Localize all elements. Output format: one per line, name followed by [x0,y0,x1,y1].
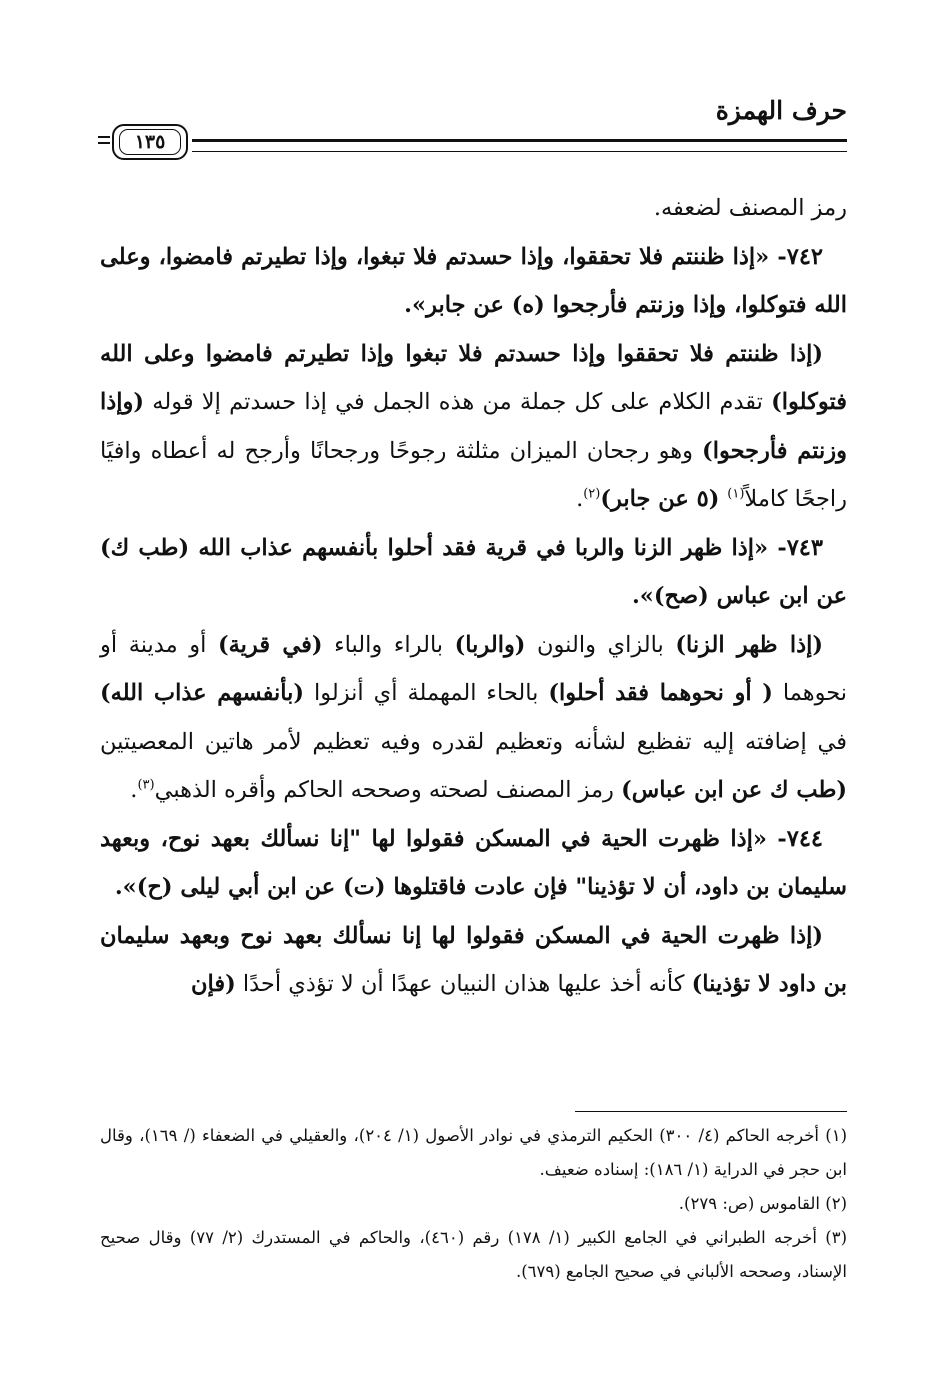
intro-end-text: رمز المصنف لضعفه. [653,195,847,221]
commentary-743-t1: بالزاي والنون [525,631,676,658]
footnote-3: (٣) أخرجه الطبراني في الجامع الكبير (١/ ١٧٨) رقم (٤٦٠)، والحاكم في المستدرك (٢/ ٧٧) وقال صحيح الإسناد، وصححه الألباني في صحيح الجامع (٦٧٩). [100,1228,847,1281]
commentary-742-text-b: وهو رجحان الميزان مثلثة رجوحًا ورجحانًا وأرجح له أعطاه وافيًا راجحًا كاملاً [100,437,847,512]
intro-end-paragraph [100,184,847,233]
hadith-743 [100,524,847,621]
commentary-742-quote-a: (إذا ظننتم فلا تحققوا وإذا حسدتم فلا تبغوا وإذا تطيرتم فامضوا وعلى الله فتوكلوا) [100,340,847,415]
hadith-744 [100,815,847,912]
commentary-743-end: . [130,777,138,803]
page-number: ١٣٥ [119,129,181,155]
commentary-743-t2: بالراء والباء [322,631,455,658]
hadith-743-number: ٧٤٣- [777,534,823,561]
commentary-743-q4: ( أو نحوهما فقد أحلوا) [548,680,773,706]
hadith-743-text: «إذا ظهر الزنا والربا في قرية فقد أحلوا بأنفسهم عذاب الله (طب ك) عن ابن عباس (صح)». [100,534,847,609]
chapter-title: حرف الهمزة [715,96,847,125]
commentary-743-q6: (طب ك عن ابن عباس) [621,777,847,803]
commentary-742-text-a: تقدم الكلام على كل جملة من هذه الجمل في إذا حسدتم إلا قوله [144,389,772,415]
hadith-742 [100,233,847,330]
footnote-ref-1: (١) [727,486,745,502]
commentary-743-t4: بالحاء المهملة أي أنزلوا [304,680,549,706]
page-number-badge [112,124,188,160]
footnote-2: (٢) القاموس (ص: ٢٧٩). [678,1194,847,1213]
commentary-743-q3: (في قرية) [217,631,323,658]
hadith-742-text: «إذا ظننتم فلا تحققوا، وإذا حسدتم فلا تبغوا، وإذا تطيرتم فامضوا، وعلى الله فتوكلوا، وإذا وزنتم فأرجحوا (ه) عن جابر». [100,243,847,318]
commentary-742-quote-c: (٥ عن جابر) [600,486,728,512]
commentary-742-end: . [576,486,584,512]
commentary-743-t6: رمز المصنف لصحته وصححه الحاكم وأقره الذهبي [154,777,622,803]
commentary-743-t5: في إضافته إليه تفظيع لشأنه وتعظيم لقدره وفيه تعظيم لأمر هاتين المعصيتين [100,728,847,755]
commentary-743-q1: (إذا ظهر الزنا) [675,631,824,658]
commentary-744-q2: (فإن [190,971,236,997]
commentary-744-q1: (إذا ظهرت الحية في المسكن فقولوا لها إنا نسألك بعهد نوح وبعهد سليمان بن داود لا تؤذينا) [100,922,847,997]
main-text [100,184,847,1009]
footnote-ref-2: (٢) [583,486,601,502]
commentary-744 [100,912,847,1009]
commentary-743-t3: أو مدينة أو نحوهما [100,631,847,706]
header-rule [192,139,847,152]
footnote-separator [575,1111,847,1112]
footnote-ref-3: (٣) [137,777,155,793]
commentary-742 [100,330,847,524]
commentary-743-q2: (والربا) [454,631,526,658]
hadith-744-text: «إذا ظهرت الحية في المسكن فقولوا لها "إنا نسألك بعهد نوح، وبعهد سليمان بن داود، أن لا تؤذينا" فإن عادت فاقتلوها (ت) عن ابن أبي ليلى (ح)». [100,825,847,900]
hadith-744-number: ٧٤٤- [777,825,823,852]
commentary-744-t1: كأنه أخذ عليها هذان النبيان عهدًا أن لا تؤذي أحدًا [235,971,692,997]
commentary-742-quote-b: (وإذا وزنتم فأرجحوا) [100,389,847,464]
footnotes [100,1119,847,1289]
commentary-743-q5: (بأنفسهم عذاب الله) [100,680,305,706]
badge-ornament [98,136,110,144]
commentary-743 [100,621,847,815]
hadith-742-number: ٧٤٢- [777,243,823,270]
footnote-1: (١) أخرجه الحاكم (٤/ ٣٠٠) الحكيم الترمذي في نوادر الأصول (١/ ٢٠٤)، والعقيلي في الضعفاء (/ ١٦٩)، وقال ابن حجر في الدراية (١/ ١٨٦): إسناده ضعيف. [100,1126,848,1179]
